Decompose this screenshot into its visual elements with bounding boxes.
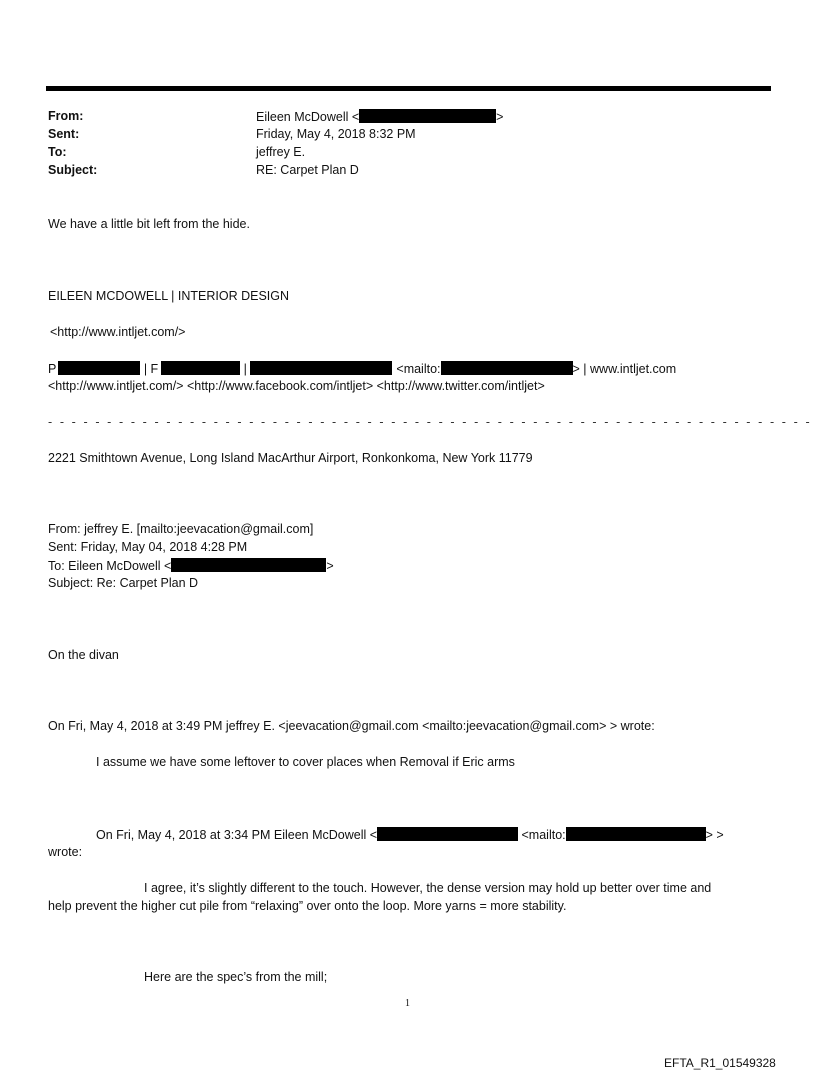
dashed-separator: - - - - - - - - - - - - - - - - - - - - - - - - - - - - - - - - - - - - - - - - - - - - - - - - - - - - - - - - - - - - - - - - - — [48, 415, 812, 429]
contact-fax-label: | F — [140, 362, 159, 376]
page-number: 1 — [405, 998, 410, 1009]
social-links: <http://www.intljet.com/> <http://www.facebook.com/intljet> <http://www.twitter.com/intljet> — [48, 379, 545, 393]
header-rule — [46, 86, 771, 91]
bates-number: EFTA_R1_01549328 — [664, 1056, 776, 1070]
quoted-to-close: > — [326, 559, 334, 573]
attribution-text: On Fri, May 4, 2018 at 3:34 PM Eileen McDowell < — [96, 828, 378, 842]
message-text: On the divan — [48, 648, 119, 662]
quoted-from: From: jeffrey E. [mailto:jeevacation@gmail.com] — [48, 522, 314, 536]
from-label: From: — [48, 109, 84, 123]
to-label: To: — [48, 145, 67, 159]
message-text: We have a little bit left from the hide. — [48, 217, 250, 231]
quoted-to — [48, 558, 334, 574]
redaction-box — [171, 558, 326, 572]
attribution-close: > > — [705, 828, 724, 842]
subject-value: RE: Carpet Plan D — [256, 163, 359, 177]
quoted-sent: Sent: Friday, May 04, 2018 4:28 PM — [48, 540, 248, 554]
redaction-box — [250, 361, 392, 375]
from-value — [256, 109, 503, 125]
redaction-box — [377, 827, 518, 841]
attribution-mailto: <mailto: — [518, 828, 566, 842]
address-line: 2221 Smithtown Avenue, Long Island MacArthur Airport, Ronkonkoma, New York 11779 — [48, 451, 533, 465]
message-text: I agree, it’s slightly different to the touch. However, the dense version may hold up better over time and — [144, 881, 712, 895]
redaction-box — [161, 361, 240, 375]
from-name: Eileen McDowell < — [256, 110, 360, 124]
redaction-box — [441, 361, 573, 375]
reply-attribution — [96, 827, 724, 843]
quoted-to-text: To: Eileen McDowell < — [48, 559, 172, 573]
redaction-box — [58, 361, 140, 375]
reply-attribution-wrap: wrote: — [48, 845, 83, 859]
to-value: jeffrey E. — [256, 145, 306, 159]
signature-url: <http://www.intljet.com/> — [50, 325, 186, 339]
contact-line — [48, 361, 676, 377]
redaction-box — [566, 827, 706, 841]
contact-phone-label: P — [48, 362, 57, 376]
quoted-subject: Subject: Re: Carpet Plan D — [48, 576, 199, 590]
contact-website: > | www.intljet.com — [572, 362, 677, 376]
sent-value: Friday, May 4, 2018 8:32 PM — [256, 127, 416, 141]
from-close: > — [496, 110, 504, 124]
redaction-box — [359, 109, 496, 123]
subject-label: Subject: — [48, 163, 98, 177]
message-text: help prevent the higher cut pile from “relaxing” over onto the loop. More yarns = more stability. — [48, 899, 567, 913]
reply-attribution: On Fri, May 4, 2018 at 3:49 PM jeffrey E. <jeevacation@gmail.com <mailto:jeevacation@gmail.com> > wrote: — [48, 719, 655, 733]
message-text: I assume we have some leftover to cover places when Removal if Eric arms — [96, 755, 515, 769]
contact-separator: | — [240, 362, 251, 376]
message-text: Here are the spec’s from the mill; — [144, 970, 328, 984]
contact-mailto: <mailto: — [396, 362, 441, 376]
signature-title: EILEEN MCDOWELL | INTERIOR DESIGN — [48, 289, 290, 303]
sent-label: Sent: — [48, 127, 80, 141]
